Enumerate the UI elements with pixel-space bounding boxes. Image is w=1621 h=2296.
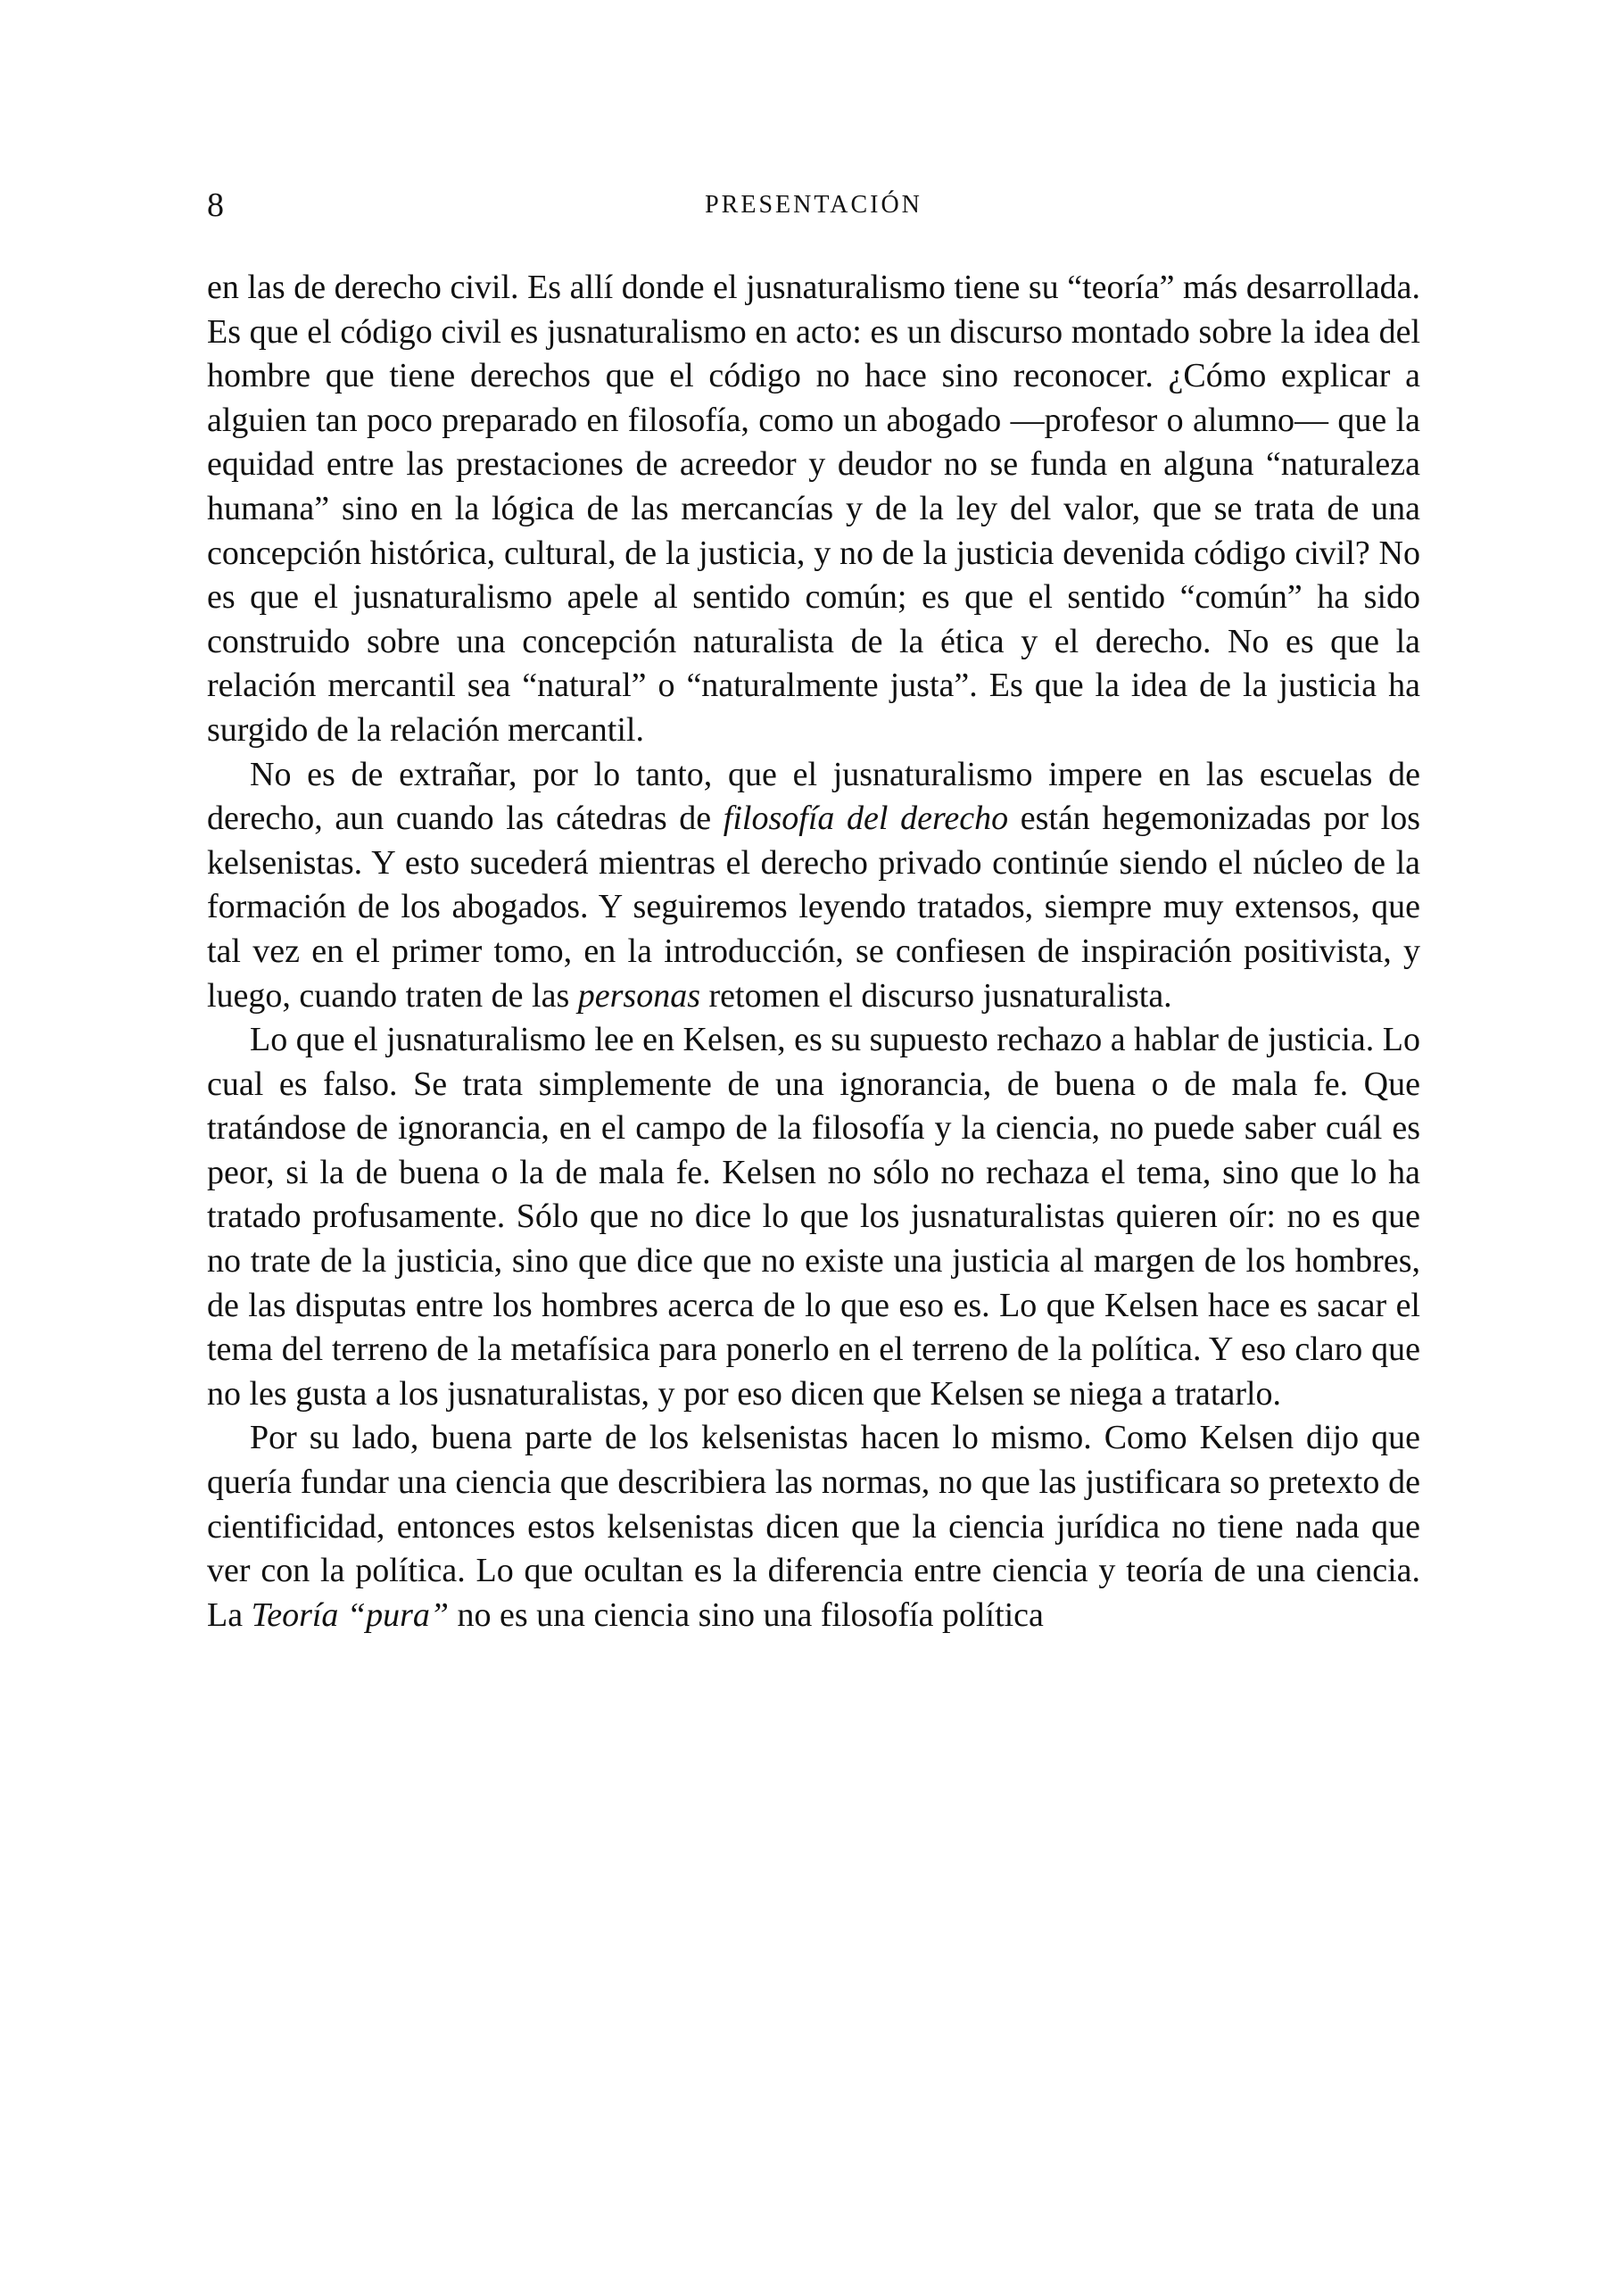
running-head bbox=[207, 183, 1420, 228]
paragraph-2-italic-filosofia: filosofía del derecho bbox=[723, 800, 1009, 838]
paragraph-3: Lo que el jusnaturalismo lee en Kelsen, es su supuesto rechazo a hablar de justicia. Lo cual es falso. Se trata simplemente de una ignorancia, de buena o de mala fe. Que tratándose de ignorancia, en el campo de la filosofía y la ciencia, no puede saber cuál es peor, si la de buena o la de mala fe. Kelsen no sólo no rechaza el tema, sino que lo ha tratado profusamente. Sólo que no dice lo que los jusnaturalistas quieren oír: no es que no trate de la justicia, sino que dice que no existe una justicia al margen de los hombres, de las disputas entre los hombres acerca de lo que eso es. Lo que Kelsen hace es sacar el tema del terreno de la metafísica para ponerlo en el terreno de la política. Y eso claro que no les gusta a los jusnaturalistas, y por eso dicen que Kelsen se niega a tratarlo. bbox=[207, 1021, 1420, 1413]
paragraph-2-text-b: están hegemonizadas por los kelsenistas. Y esto sucederá mientras el derecho privado continúe siendo el núcleo de la formación de los abogados. Y seguiremos leyendo tratados, siempre muy extensos, que tal vez en el primer tomo, en la introducción, se confiesen de inspiración positivista, y luego, cuando traten de las bbox=[207, 800, 1420, 1015]
paragraph-4-text-b: no es una ciencia sino una filosofía política bbox=[449, 1596, 1044, 1634]
paragraph-4-italic-teoria-pura: Teoría “pura” bbox=[251, 1596, 449, 1634]
paragraph-4 bbox=[207, 1416, 1420, 1637]
paragraph-2-text-c: retomen el discurso jusnaturalista. bbox=[699, 976, 1172, 1015]
body-text bbox=[207, 266, 1420, 1637]
paragraph-2 bbox=[207, 753, 1420, 1019]
page-number: 8 bbox=[207, 186, 224, 224]
running-title: PRESENTACIÓN bbox=[705, 191, 922, 219]
paragraph-2-text-a: No es de extrañar, por lo tanto, que el jusnaturalismo impere en las escuelas de derecho, aun cuando las cátedras de bbox=[207, 755, 1420, 838]
paragraph-1: en las de derecho civil. Es allí donde el jusnaturalismo tiene su “teoría” más desarrollada. Es que el código civil es jusnaturalismo en acto: es un discurso montado sobre la idea del hombre que tiene derechos que el código no hace sino reconocer. ¿Cómo explicar a alguien tan poco preparado en filosofía, como un abogado —profesor o alumno— que la equidad entre las prestaciones de acreedor y deudor no se funda en alguna “naturaleza humana” sino en la lógica de las mercancías y de la ley del valor, que se trata de una concepción histórica, cultural, de la justicia, y no de la justicia devenida código civil? No es que el jusnaturalismo apele al sentido común; es que el sentido “común” ha sido construido sobre una concepción naturalista de la ética y el derecho. No es que la relación mercantil sea “natural” o “naturalmente justa”. Es que la idea de la justicia ha surgido de la relación mercantil. bbox=[207, 269, 1420, 749]
paragraph-2-italic-personas: personas bbox=[577, 976, 700, 1015]
paragraph-4-text-a: Por su lado, buena parte de los kelsenistas hacen lo mismo. Como Kelsen dijo que quería fundar una ciencia que describiera las normas, no que las justificara so pretexto de cientificidad, entonces estos kelsenistas dicen que la ciencia jurídica no tiene nada que ver con la política. Lo que ocultan es la diferencia entre ciencia y teoría de una ciencia. La bbox=[207, 1419, 1420, 1634]
